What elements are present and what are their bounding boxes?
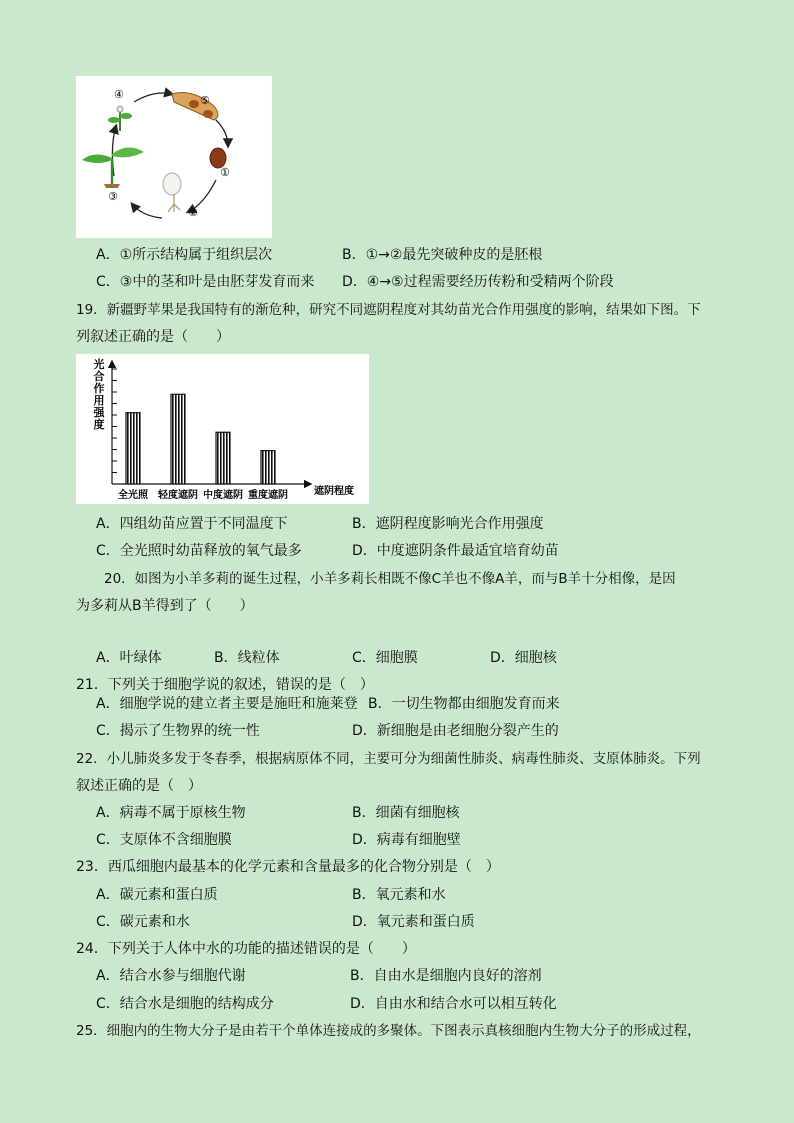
q19-option-d: D．中度遮阴条件最适宜培育幼苗 [352,543,559,559]
x-tick-label-2: 中度遮阴 [203,490,243,501]
q18-option-c: C．③中的茎和叶是由胚芽发育而来 [96,274,315,290]
q21-option-b: B．一切生物都由细胞发育而来 [368,696,560,712]
q23-option-d: D．氧元素和蛋白质 [352,914,475,930]
q19-stem-line1: 19．新疆野苹果是我国特有的渐危种，研究不同遮阴程度对其幼苗光合作用强度的影响，结果如下图。下 [76,302,701,318]
bean-life-cycle-figure [76,76,272,238]
q23-option-a: A．碳元素和蛋白质 [96,887,218,903]
q20-option-a: A．叶绿体 [96,650,162,666]
q20-option-b: B．线粒体 [214,650,280,666]
q20-stem-line2: 为多莉从B羊得到了（ ） [76,598,254,614]
marker-5: ⑤ [200,94,210,107]
q24-stem: 24．下列关于人体中水的功能的描述错误的是（ ） [76,941,416,957]
marker-1: ① [220,166,230,179]
marker-4: ④ [114,88,124,101]
q22-stem-line1: 22．小儿肺炎多发于冬春季，根据病原体不同，主要可分为细菌性肺炎、病毒性肺炎、支原体肺炎。下列 [76,751,701,767]
q18-option-a: A．①所示结构属于组织层次 [96,247,273,263]
q22-option-b: B．细菌有细胞核 [352,805,460,821]
q23-option-b: B．氧元素和水 [352,887,446,903]
q19-option-c: C．全光照时幼苗释放的氧气最多 [96,543,302,559]
q19-option-a: A．四组幼苗应置于不同温度下 [96,516,288,532]
x-tick-label-0: 全光照 [118,490,148,501]
q20-option-c: C．细胞膜 [352,650,418,666]
cycle-arrow [216,120,228,146]
q21-option-a: A．细胞学说的建立者主要是施旺和施莱登 [96,696,358,712]
seed-icon [210,148,226,168]
bar-3 [261,451,275,484]
q22-stem-line2: 叙述正确的是（ ） [76,778,202,794]
bar-2 [216,432,230,484]
q24-option-b: B．自由水是细胞内良好的溶剂 [350,968,542,984]
q22-option-d: D．病毒有细胞壁 [352,832,461,848]
q22-option-a: A．病毒不属于原核生物 [96,805,246,821]
bar-1 [171,394,185,484]
cycle-arrow [132,204,162,218]
seedling-icon [82,147,144,188]
q21-stem: 21．下列关于细胞学说的叙述，错误的是（ ） [76,677,374,693]
marker-3: ③ [108,190,118,203]
q23-stem: 23．西瓜细胞内最基本的化学元素和含量最多的化合物分别是（ ） [76,859,500,875]
germinating-seed-icon [163,173,181,212]
q19-option-b: B．遮阴程度影响光合作用强度 [352,516,544,532]
y-axis-label: 光合作用强度 [93,358,105,431]
q20-option-d: D．细胞核 [490,650,557,666]
q21-option-c: C．揭示了生物界的统一性 [96,723,260,739]
shading-bar-chart [76,354,369,504]
q24-option-d: D．自由水和结合水可以相互转化 [350,996,557,1012]
cycle-arrow [134,93,172,102]
x-axis-label: 遮阴程度 [314,486,354,497]
q23-option-c: C．碳元素和水 [96,914,190,930]
bar-0 [126,413,140,484]
q22-option-c: C．支原体不含细胞膜 [96,832,232,848]
x-tick-label-1: 轻度遮阴 [158,490,198,501]
q18-option-b: B．①→②最先突破种皮的是胚根 [342,247,543,263]
q21-option-d: D．新细胞是由老细胞分裂产生的 [352,723,559,739]
q24-option-a: A．结合水参与细胞代谢 [96,968,246,984]
q25-stem: 25．细胞内的生物大分子是由若干个单体连接成的多聚体。下图表示真核细胞内生物大分子的形成过程， [76,1023,701,1039]
flowering-plant-icon [108,106,132,131]
bean-pod-icon [172,93,218,121]
q19-stem-line2: 列叙述正确的是（ ） [76,329,230,345]
x-tick-label-3: 重度遮阴 [248,490,288,501]
marker-2: ② [188,206,198,219]
q18-option-d: D．④→⑤过程需要经历传粉和受精两个阶段 [342,274,614,290]
q24-option-c: C．结合水是细胞的结构成分 [96,996,274,1012]
q20-stem-line1: 20．如图为小羊多莉的诞生过程，小羊多莉长相既不像C羊也不像A羊，而与B羊十分相像，是因 [104,571,676,587]
